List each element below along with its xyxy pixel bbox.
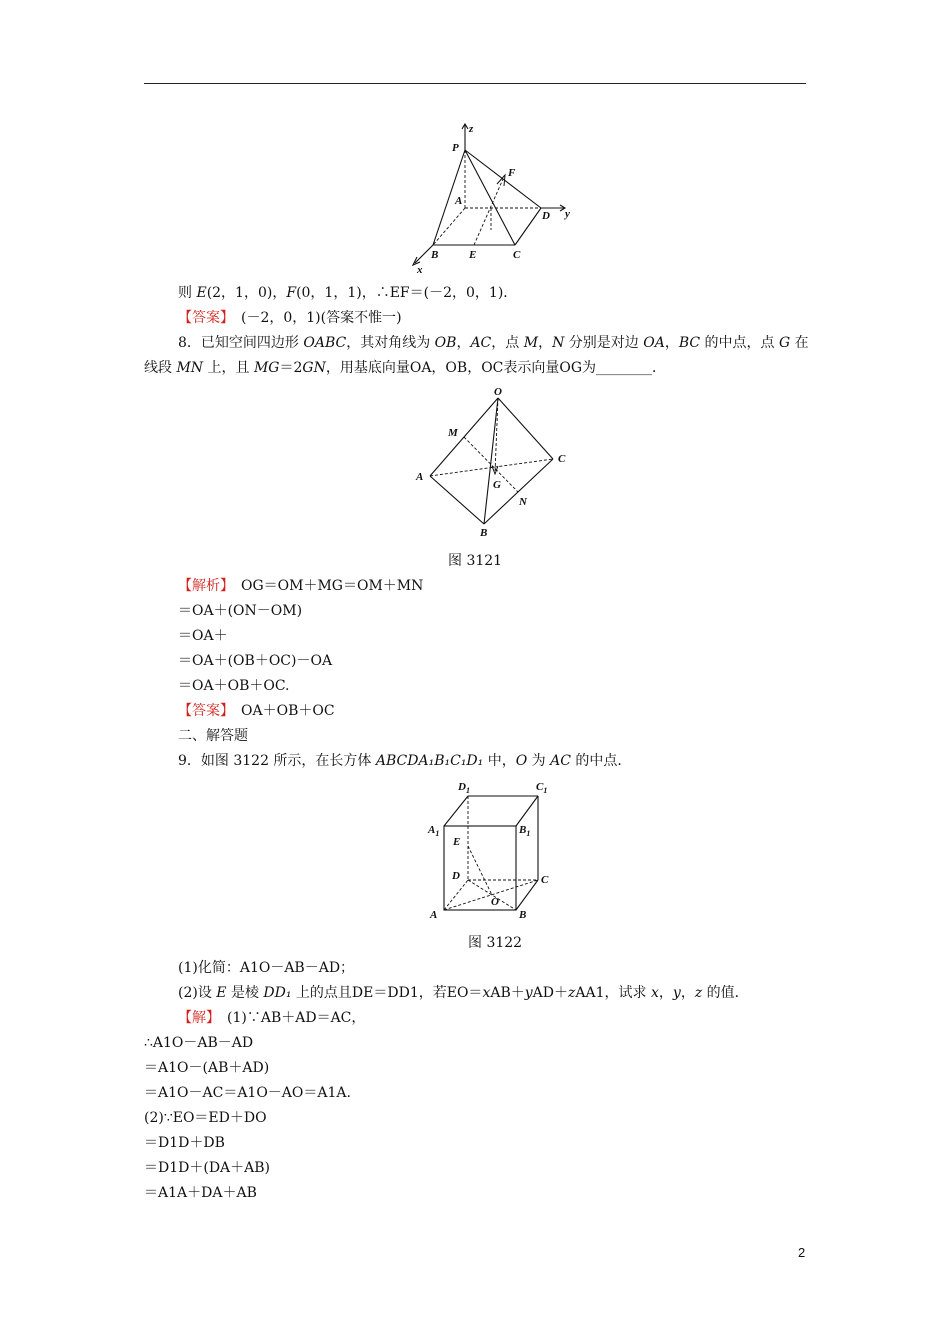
math-M: M	[523, 335, 539, 351]
math-E: E	[216, 985, 227, 1001]
label-B: B	[480, 527, 488, 539]
question-9-line	[178, 752, 631, 770]
label-B1: $B_1$	[519, 824, 531, 838]
label-C: C	[513, 249, 521, 261]
math-MN: MN	[176, 360, 204, 376]
text-segment: (0，1，1)，∴EF＝(－2，0，1)．	[296, 285, 518, 301]
answer-tag: 【答案】	[178, 703, 227, 719]
text-segment: ，	[680, 985, 695, 1001]
text-segment: 9．如图 3122 所示，在长方体	[178, 753, 376, 769]
label-D: D	[452, 870, 460, 882]
math-BC: BC	[678, 335, 701, 351]
text-segment: 中，	[483, 753, 516, 769]
label-E: E	[453, 836, 461, 848]
question-9-part-1: (1)化简：A1O－AB－AD；	[178, 960, 355, 976]
label-O: O	[494, 386, 502, 398]
analysis-tag: 【解析】	[178, 578, 227, 594]
pyramid-axes-diagram	[405, 120, 585, 280]
label-D1: $D_1$	[458, 781, 470, 795]
section-heading: 二、解答题	[178, 728, 248, 744]
solution-step: ＝OA＋OB＋OC.	[178, 678, 290, 694]
text-segment: 的中点，点	[700, 335, 779, 351]
question-8-line-1	[178, 334, 809, 352]
text-segment: 在	[790, 335, 809, 351]
edge-OB	[484, 398, 498, 524]
label-A1: $A_1$	[428, 824, 440, 838]
math-cuboid-name: ABCDA₁B₁C₁D₁	[375, 753, 484, 769]
math-z: z	[568, 985, 576, 1001]
math-AC: AC	[550, 753, 571, 769]
edge-BC	[516, 880, 538, 910]
solution-tag: 【解】	[178, 1010, 213, 1026]
text-segment: ，	[538, 335, 553, 351]
text-segment: (2，1，0)，	[206, 285, 287, 301]
math-E: E	[196, 285, 207, 301]
math-G: G	[778, 335, 791, 351]
label-M: M	[448, 427, 458, 439]
label-C1: $C_1$	[536, 781, 548, 795]
edge-AB	[430, 476, 484, 524]
text-segment: ，点	[491, 335, 524, 351]
text-segment: 则	[178, 285, 197, 301]
math-y: y	[672, 985, 681, 1001]
analysis-text: OG＝OM＋MG＝OM＋MN	[227, 578, 424, 594]
edge-AB	[433, 208, 465, 245]
label-A: A	[430, 909, 438, 921]
text-line-E-F-coords	[178, 284, 517, 302]
edge-AD	[444, 880, 468, 910]
header-rule	[144, 83, 806, 84]
math-AC: AC	[470, 335, 492, 351]
label-E: E	[469, 249, 477, 261]
solution-text: (1)∵AB＋AD＝AC，	[213, 1010, 366, 1026]
label-C: C	[541, 874, 549, 886]
text-segment: 的中点．	[570, 753, 632, 769]
figure-3122-caption: 图 3122	[468, 935, 523, 951]
math-O: O	[515, 753, 528, 769]
answer-line-7	[178, 309, 402, 327]
solution-step: (2)∵EO＝ED＋DO	[144, 1110, 267, 1126]
math-x: x	[650, 985, 659, 1001]
math-x: x	[482, 985, 491, 1001]
text-segment: 为	[527, 753, 551, 769]
label-F: F	[508, 167, 516, 179]
solution-step: ＝A1A＋DA＋AB	[144, 1185, 257, 1201]
label-A: A	[455, 195, 463, 207]
segment-EO	[468, 846, 492, 895]
label-C: C	[558, 453, 566, 465]
math-OB: OB	[434, 335, 457, 351]
text-segment: 线段	[144, 360, 177, 376]
text-segment: 分别是对边	[564, 335, 644, 351]
page-number: 2	[798, 1245, 806, 1260]
cuboid-diagram	[420, 776, 560, 926]
math-F: F	[286, 285, 297, 301]
label-B: B	[519, 909, 527, 921]
figure-3122-cuboid	[420, 776, 560, 926]
text-segment: ，	[658, 985, 673, 1001]
label-D: D	[542, 210, 550, 222]
math-GN: GN	[302, 360, 326, 376]
math-OABC: OABC	[303, 335, 347, 351]
label-z: z	[469, 123, 474, 135]
text-segment: 是棱	[226, 985, 264, 1001]
text-segment: ，	[456, 335, 471, 351]
label-N: N	[519, 496, 527, 508]
answer-text: OA＋OB＋OC	[227, 703, 335, 719]
text-segment: 8．已知空间四边形	[178, 335, 304, 351]
vector-EF	[474, 179, 503, 245]
answer-line-8	[178, 702, 335, 720]
solution-step: ＝D1D＋(DA＋AB)	[144, 1160, 271, 1176]
text-segment: (2)设	[178, 985, 217, 1001]
label-P: P	[452, 142, 459, 154]
solution-step: ∴A1O－AB－AD	[144, 1035, 254, 1051]
solution-step: ＝D1D＋DB	[144, 1135, 225, 1151]
label-A: A	[416, 471, 424, 483]
label-x: x	[417, 264, 423, 276]
solution-step: ＝A1O－(AB＋AD)	[144, 1060, 270, 1076]
math-y: y	[524, 985, 533, 1001]
answer-tag: 【答案】	[178, 310, 227, 326]
figure-pyramid-axes	[405, 120, 585, 280]
analysis-line	[178, 577, 423, 595]
tetrahedron-diagram	[410, 384, 580, 544]
figure-3121-tetrahedron	[410, 384, 580, 544]
solution-step: ＝A1O－AC＝A1O－AO＝A1A.	[144, 1085, 351, 1101]
math-MG: MG	[253, 360, 280, 376]
math-OA: OA	[643, 335, 665, 351]
edge-BC	[484, 459, 553, 524]
solution-step: ＝OA＋	[178, 628, 228, 644]
figure-3121-caption: 图 3121	[448, 553, 503, 569]
solution-step: ＝OA＋(ON－OM)	[178, 603, 303, 619]
edge-CD	[515, 208, 541, 245]
text-segment: AB＋	[490, 985, 525, 1001]
label-O: O	[491, 896, 499, 908]
question-9-part-2	[178, 984, 749, 1002]
edge-B1C1	[516, 796, 538, 826]
text-segment: ＝2	[279, 360, 303, 376]
math-z: z	[694, 985, 703, 1001]
text-segment: ，其对角线为	[346, 335, 435, 351]
solution-step: ＝OA＋(OB＋OC)－OA	[178, 653, 333, 669]
text-segment: ，用基底向量OA，OB，OC表示向量OG为________．	[325, 360, 667, 376]
text-segment: 上的点且DE＝DD1，若EO＝	[291, 985, 483, 1001]
edge-AC	[430, 459, 553, 476]
label-B: B	[431, 249, 439, 261]
question-8-line-2	[144, 359, 666, 377]
solution-line	[178, 1009, 365, 1027]
text-segment: 的值．	[702, 985, 749, 1001]
edge-OC	[498, 398, 553, 459]
answer-text: (－2，0，1)(答案不惟一)	[227, 310, 402, 326]
text-segment: AA1，试求	[575, 985, 651, 1001]
math-DD1: DD₁	[263, 985, 292, 1001]
label-y: y	[565, 208, 570, 220]
label-G: G	[493, 479, 501, 491]
text-segment: 上，且	[203, 360, 254, 376]
edge-PC	[465, 150, 515, 245]
edge-A1D1	[444, 796, 468, 826]
text-segment: AD＋	[532, 985, 569, 1001]
math-N: N	[552, 335, 565, 351]
text-segment: ，	[664, 335, 679, 351]
